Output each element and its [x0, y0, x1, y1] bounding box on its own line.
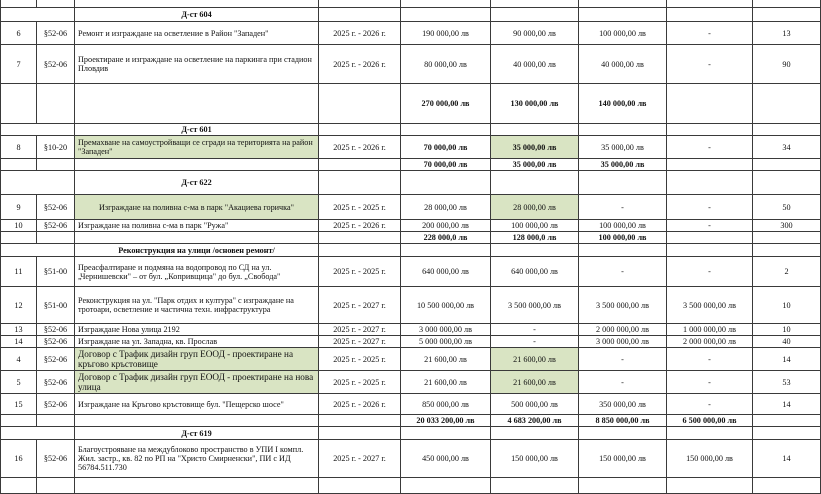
extra-value-cell: 10 — [753, 324, 821, 336]
paragraph-code-cell: §51-00 — [37, 287, 75, 324]
subtotal-v2025-cell: 128 000,0 лв — [491, 232, 579, 244]
subtotal-total-cell: 270 000,00 лв — [401, 84, 491, 124]
value-2025-cell: 150 000,00 лв — [491, 440, 579, 478]
value-2027-cell — [667, 0, 753, 8]
paragraph-code-cell: §52-06 — [37, 440, 75, 478]
total-value-cell: 850 000,00 лв — [401, 394, 491, 415]
extra-value-cell: 34 — [753, 136, 821, 159]
section-blank-cell — [319, 171, 401, 195]
value-2026-cell: 100 000,00 лв — [579, 220, 667, 232]
period-cell: 2025 г. - 2025 г. — [319, 195, 401, 220]
paragraph-code-cell: §52-06 — [37, 220, 75, 232]
section-blank-cell — [401, 244, 491, 257]
subtotal-v2027-cell — [667, 159, 753, 171]
subtotal-total-cell: 70 000,00 лв — [401, 159, 491, 171]
subtotal-row — [1, 159, 821, 171]
subtotal-blank-cell — [1, 159, 37, 171]
total-value-cell: 10 500 000,00 лв — [401, 287, 491, 324]
value-2026-cell: 3 000 000,00 лв — [579, 336, 667, 348]
paragraph-code-cell: §52-06 — [37, 394, 75, 415]
section-blank-cell — [319, 244, 401, 257]
project-row — [1, 324, 821, 336]
value-2027-cell: - — [667, 394, 753, 415]
subtotal-blank-cell — [319, 232, 401, 244]
project-description-cell: Изграждане на Кръгово кръстовище бул. "Пещерско шосе" — [75, 394, 319, 415]
row-number-cell: 15 — [1, 394, 37, 415]
section-header-row — [1, 124, 821, 136]
total-value-cell: 3 000 000,00 лв — [401, 324, 491, 336]
section-header-row — [1, 8, 821, 22]
period-cell: 2025 г. - 2025 г. — [319, 371, 401, 394]
project-row — [1, 440, 821, 478]
subtotal-blank-cell — [319, 159, 401, 171]
value-2026-cell: - — [579, 257, 667, 287]
project-description-cell: Преасфалтиране и подмяна на водопровод по СД на ул. „Чернишевски" – от бул. „Копривщица" до бул. „Свобода" — [75, 257, 319, 287]
value-2025-cell: - — [491, 336, 579, 348]
subtotal-v2027-cell — [667, 84, 753, 124]
project-description-cell: Благоустрояване на междублоково пространство в УПИ I компл. Жил. застр., кв. 82 по РП на "Христо Смирненски", ПИ с ИД 56784.511.730 — [75, 440, 319, 478]
section-blank-cell — [579, 427, 667, 440]
subtotal-v2025-cell: 35 000,00 лв — [491, 159, 579, 171]
section-blank-cell — [319, 124, 401, 136]
total-value-cell: 28 000,00 лв — [401, 195, 491, 220]
section-title: Д-ст 622 — [75, 171, 319, 195]
value-2025-cell: 35 000,00 лв — [491, 136, 579, 159]
value-2025-cell: - — [491, 324, 579, 336]
subtotal-row — [1, 232, 821, 244]
project-description-cell: Изграждане Нова улица 2192 — [75, 324, 319, 336]
value-2025-cell: 21 600,00 лв — [491, 371, 579, 394]
value-2027-cell: - — [667, 22, 753, 45]
row-number-cell: 16 — [1, 440, 37, 478]
subtotal-v2026-cell: 100 000,00 лв — [579, 232, 667, 244]
row-number-cell: 12 — [1, 287, 37, 324]
section-blank-cell — [667, 244, 753, 257]
value-2026-cell: 40 000,00 лв — [579, 45, 667, 84]
period-cell: 2025 г. - 2027 г. — [319, 336, 401, 348]
period-cell: 2025 г. - 2027 г. — [319, 287, 401, 324]
section-blank-cell — [579, 244, 667, 257]
project-description-cell: Изграждане на поливна с-ма в парк "Акациева горичка" — [75, 195, 319, 220]
total-value-cell: 21 600,00 лв — [401, 348, 491, 371]
subtotal-blank-cell — [319, 415, 401, 427]
total-value-cell: 21 600,00 лв — [401, 371, 491, 394]
period-cell: 2025 г. - 2026 г. — [319, 136, 401, 159]
paragraph-code-cell: §10-20 — [37, 136, 75, 159]
subtotal-row — [1, 84, 821, 124]
period-cell: 2025 г. - 2027 г. — [319, 440, 401, 478]
section-title: Д-ст 601 — [75, 124, 319, 136]
subtotal-blank-cell — [37, 159, 75, 171]
project-description-cell — [75, 0, 319, 8]
section-blank-cell — [579, 171, 667, 195]
subtotal-blank-cell — [75, 84, 319, 124]
subtotal-extra-cell — [753, 415, 821, 427]
value-2027-cell: 1 000 000,00 лв — [667, 324, 753, 336]
section-blank-cell — [667, 427, 753, 440]
subtotal-total-cell: 20 033 200,00 лв — [401, 415, 491, 427]
section-blank-cell — [401, 171, 491, 195]
value-2027-cell: - — [667, 371, 753, 394]
section-header-row — [1, 171, 821, 195]
value-2026-cell: 350 000,00 лв — [579, 394, 667, 415]
extra-value-cell: 90 — [753, 45, 821, 84]
project-row — [1, 257, 821, 287]
section-blank-cell — [579, 8, 667, 22]
paragraph-code-cell: §52-06 — [37, 348, 75, 371]
project-row — [1, 220, 821, 232]
period-cell — [319, 478, 401, 494]
value-2027-cell: 150 000,00 лв — [667, 440, 753, 478]
value-2026-cell: - — [579, 371, 667, 394]
extra-value-cell: 13 — [753, 22, 821, 45]
section-header-row — [1, 244, 821, 257]
paragraph-code-cell: §52-06 — [37, 371, 75, 394]
value-2026-cell: - — [579, 348, 667, 371]
project-row — [1, 394, 821, 415]
value-2026-cell — [579, 478, 667, 494]
row-number-cell: 11 — [1, 257, 37, 287]
value-2025-cell: 21 600,00 лв — [491, 348, 579, 371]
row-number-cell: 13 — [1, 324, 37, 336]
project-description-cell: Договор с Трафик дизайн груп ЕООД - проектиране на нова улица — [75, 371, 319, 394]
section-blank-cell — [1, 244, 75, 257]
section-blank-cell — [1, 124, 75, 136]
section-blank-cell — [401, 124, 491, 136]
subtotal-v2025-cell: 130 000,00 лв — [491, 84, 579, 124]
subtotal-blank-cell — [319, 84, 401, 124]
section-blank-cell — [401, 8, 491, 22]
subtotal-total-cell: 228 000,0 лв — [401, 232, 491, 244]
period-cell: 2025 г. - 2025 г. — [319, 257, 401, 287]
section-blank-cell — [753, 244, 821, 257]
value-2027-cell: 3 500 000,00 лв — [667, 287, 753, 324]
extra-value-cell: 2 — [753, 257, 821, 287]
section-title: Д-ст 619 — [75, 427, 319, 440]
project-row — [1, 195, 821, 220]
extra-value-cell — [753, 478, 821, 494]
project-description-cell: Ремонт и изграждане на осветление в Район "Западен" — [75, 22, 319, 45]
value-2027-cell: - — [667, 220, 753, 232]
value-2027-cell — [667, 478, 753, 494]
section-blank-cell — [491, 124, 579, 136]
value-2026-cell: - — [579, 195, 667, 220]
subtotal-blank-cell — [1, 232, 37, 244]
section-blank-cell — [1, 427, 75, 440]
value-2026-cell: 3 500 000,00 лв — [579, 287, 667, 324]
project-row — [1, 287, 821, 324]
project-description-cell: Премахване на самоустройващи се сгради на територията на район "Западен" — [75, 136, 319, 159]
cropped-row — [1, 478, 821, 494]
total-value-cell: 200 000,00 лв — [401, 220, 491, 232]
section-blank-cell — [667, 171, 753, 195]
value-2027-cell: 2 000 000,00 лв — [667, 336, 753, 348]
row-number-cell: 9 — [1, 195, 37, 220]
row-number-cell: 5 — [1, 371, 37, 394]
paragraph-code-cell: §52-06 — [37, 195, 75, 220]
value-2027-cell: - — [667, 348, 753, 371]
value-2026-cell: 2 000 000,00 лв — [579, 324, 667, 336]
period-cell: 2025 г. - 2025 г. — [319, 348, 401, 371]
subtotal-blank-cell — [1, 84, 37, 124]
project-row — [1, 336, 821, 348]
subtotal-blank-cell — [37, 415, 75, 427]
total-value-cell: 190 000,00 лв — [401, 22, 491, 45]
project-description-cell: Реконструкция на ул. "Парк отдих и култура" с изграждане на тротоари, осветление и частична техн. инфраструктура — [75, 287, 319, 324]
project-description-cell — [75, 478, 319, 494]
value-2027-cell: - — [667, 195, 753, 220]
total-value-cell: 70 000,00 лв — [401, 136, 491, 159]
period-cell: 2025 г. - 2026 г. — [319, 220, 401, 232]
project-row — [1, 371, 821, 394]
paragraph-code-cell: §52-06 — [37, 22, 75, 45]
subtotal-extra-cell — [753, 84, 821, 124]
project-row — [1, 136, 821, 159]
paragraph-code-cell: §52-06 — [37, 336, 75, 348]
period-cell: 2025 г. - 2026 г. — [319, 22, 401, 45]
project-description-cell: Проектиране и изграждане на осветление на паркинга при стадион Пловдив — [75, 45, 319, 84]
section-blank-cell — [753, 427, 821, 440]
extra-value-cell: 53 — [753, 371, 821, 394]
section-title: Реконструкция на улици /основен ремонт/ — [75, 244, 319, 257]
value-2026-cell: 35 000,00 лв — [579, 136, 667, 159]
section-blank-cell — [491, 427, 579, 440]
paragraph-code-cell: §52-06 — [37, 45, 75, 84]
subtotal-blank-cell — [75, 159, 319, 171]
extra-value-cell: 14 — [753, 348, 821, 371]
value-2025-cell — [491, 0, 579, 8]
extra-value-cell: 14 — [753, 394, 821, 415]
value-2026-cell: 150 000,00 лв — [579, 440, 667, 478]
section-header-row — [1, 427, 821, 440]
paragraph-code-cell — [37, 0, 75, 8]
section-blank-cell — [753, 171, 821, 195]
section-blank-cell — [491, 244, 579, 257]
extra-value-cell: 10 — [753, 287, 821, 324]
project-row — [1, 45, 821, 84]
value-2025-cell: 3 500 000,00 лв — [491, 287, 579, 324]
value-2026-cell: 100 000,00 лв — [579, 22, 667, 45]
section-blank-cell — [667, 124, 753, 136]
subtotal-extra-cell — [753, 232, 821, 244]
subtotal-blank-cell — [37, 84, 75, 124]
subtotal-v2025-cell: 4 683 200,00 лв — [491, 415, 579, 427]
total-value-cell: 5 000 000,00 лв — [401, 336, 491, 348]
value-2025-cell: 40 000,00 лв — [491, 45, 579, 84]
paragraph-code-cell — [37, 478, 75, 494]
subtotal-v2026-cell: 8 850 000,00 лв — [579, 415, 667, 427]
row-number-cell: 6 — [1, 22, 37, 45]
row-number-cell: 8 — [1, 136, 37, 159]
subtotal-blank-cell — [75, 415, 319, 427]
value-2027-cell: - — [667, 136, 753, 159]
subtotal-extra-cell — [753, 159, 821, 171]
section-blank-cell — [753, 8, 821, 22]
cropped-row — [1, 0, 821, 8]
section-blank-cell — [667, 8, 753, 22]
paragraph-code-cell: §51-00 — [37, 257, 75, 287]
row-number-cell: 7 — [1, 45, 37, 84]
section-blank-cell — [1, 171, 75, 195]
value-2025-cell: 100 000,00 лв — [491, 220, 579, 232]
subtotal-blank-cell — [37, 232, 75, 244]
section-blank-cell — [1, 8, 75, 22]
section-blank-cell — [753, 124, 821, 136]
total-value-cell: 80 000,00 лв — [401, 45, 491, 84]
subtotal-blank-cell — [1, 415, 37, 427]
row-number-cell — [1, 478, 37, 494]
value-2026-cell — [579, 0, 667, 8]
subtotal-v2026-cell: 35 000,00 лв — [579, 159, 667, 171]
subtotal-blank-cell — [75, 232, 319, 244]
total-value-cell — [401, 478, 491, 494]
project-description-cell: Договор с Трафик дизайн груп ЕООД - проектиране на кръгово кръстовище — [75, 348, 319, 371]
value-2025-cell: 640 000,00 лв — [491, 257, 579, 287]
period-cell: 2025 г. - 2027 г. — [319, 324, 401, 336]
row-number-cell: 4 — [1, 348, 37, 371]
section-blank-cell — [491, 8, 579, 22]
value-2025-cell: 28 000,00 лв — [491, 195, 579, 220]
row-number-cell: 10 — [1, 220, 37, 232]
total-value-cell — [401, 0, 491, 8]
period-cell — [319, 0, 401, 8]
subtotal-row — [1, 415, 821, 427]
total-value-cell: 450 000,00 лв — [401, 440, 491, 478]
project-description-cell: Изграждане на ул. Западна, кв. Прослав — [75, 336, 319, 348]
extra-value-cell — [753, 0, 821, 8]
section-blank-cell — [491, 171, 579, 195]
project-description-cell: Изграждане на поливна с-ма в парк "Ружа" — [75, 220, 319, 232]
row-number-cell — [1, 0, 37, 8]
project-row — [1, 22, 821, 45]
subtotal-v2026-cell: 140 000,00 лв — [579, 84, 667, 124]
extra-value-cell: 300 — [753, 220, 821, 232]
value-2025-cell — [491, 478, 579, 494]
extra-value-cell: 40 — [753, 336, 821, 348]
extra-value-cell: 14 — [753, 440, 821, 478]
period-cell: 2025 г. - 2026 г. — [319, 45, 401, 84]
total-value-cell: 640 000,00 лв — [401, 257, 491, 287]
value-2025-cell: 90 000,00 лв — [491, 22, 579, 45]
period-cell: 2025 г. - 2026 г. — [319, 394, 401, 415]
section-title: Д-ст 604 — [75, 8, 319, 22]
row-number-cell: 14 — [1, 336, 37, 348]
paragraph-code-cell: §52-06 — [37, 324, 75, 336]
section-blank-cell — [401, 427, 491, 440]
subtotal-v2027-cell — [667, 232, 753, 244]
subtotal-v2027-cell: 6 500 000,00 лв — [667, 415, 753, 427]
section-blank-cell — [579, 124, 667, 136]
extra-value-cell: 50 — [753, 195, 821, 220]
section-blank-cell — [319, 8, 401, 22]
project-row — [1, 348, 821, 371]
section-blank-cell — [319, 427, 401, 440]
value-2025-cell: 500 000,00 лв — [491, 394, 579, 415]
value-2027-cell: - — [667, 257, 753, 287]
value-2027-cell: - — [667, 45, 753, 84]
